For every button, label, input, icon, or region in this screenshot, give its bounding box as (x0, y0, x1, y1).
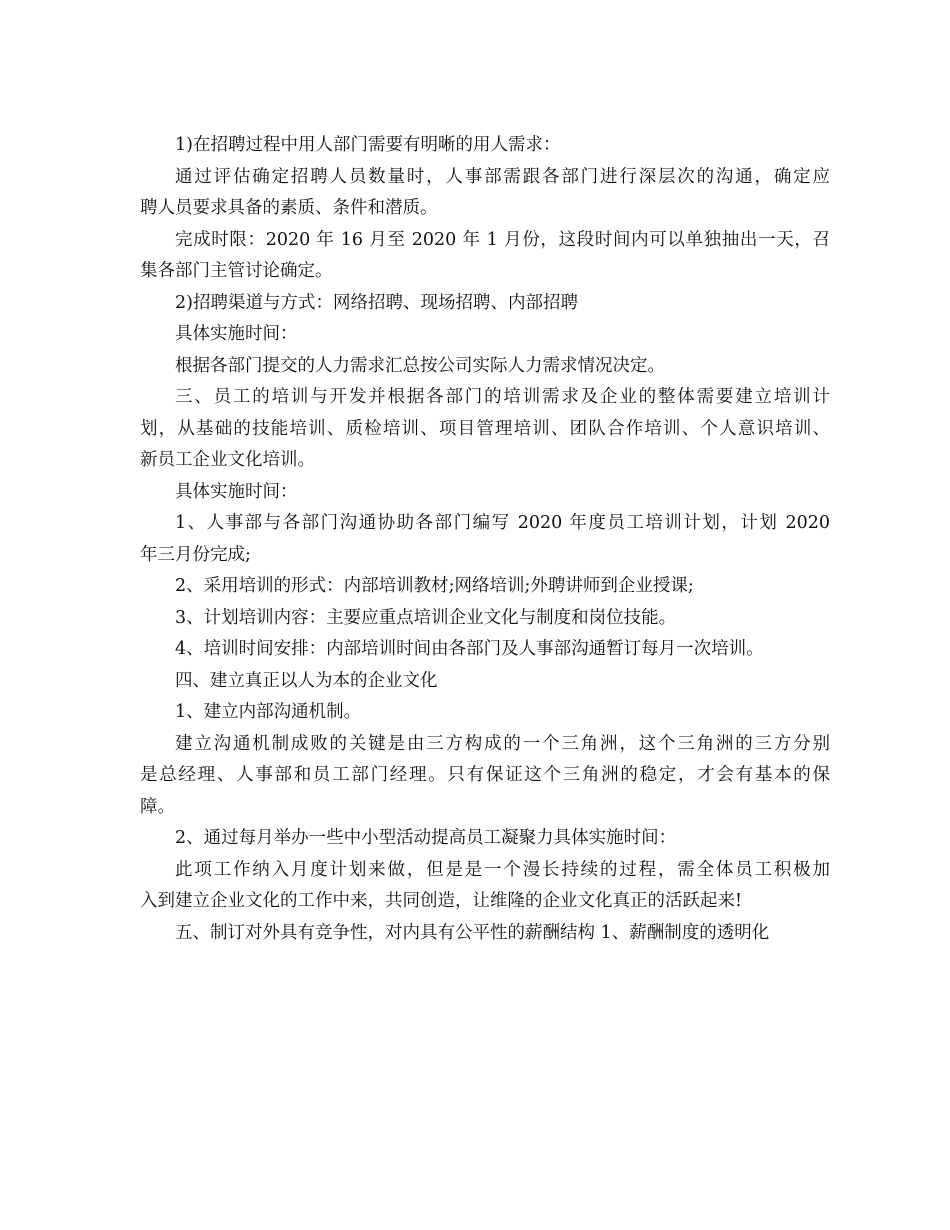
paragraph-line: 集各部门主管讨论确定。 (140, 261, 333, 281)
paragraph (140, 571, 830, 603)
paragraph (140, 697, 830, 729)
document-body (140, 130, 830, 949)
paragraph (140, 130, 830, 162)
paragraph (140, 477, 830, 509)
paragraph-line: 建立沟通机制成败的关键是由三方构成的一个三角洲，这个三角洲的三方分别 (175, 733, 830, 754)
paragraph-line: 1)在招聘过程中用人部门需要有明晰的用人需求： (175, 135, 561, 155)
paragraph-line: 2、采用培训的形式：内部培训教材;网络培训;外聘讲师到企业授课; (175, 576, 694, 596)
paragraph (140, 225, 830, 288)
paragraph-line: 划，从基础的技能培训、质检培训、项目管理培训、团队合作培训、个人意识培训、 (140, 418, 830, 439)
paragraph-line: 2)招聘渠道与方式：网络招聘、现场招聘、内部招聘 (175, 292, 578, 313)
paragraph-line: 完成时限：2020 年 16 月至 2020 年 1 月份，这段时间内可以单独抽出一天，召 (175, 229, 830, 250)
paragraph-line: 具体实施时间： (175, 324, 298, 344)
paragraph-line: 1、建立内部沟通机制。 (175, 702, 362, 722)
paragraph (140, 382, 830, 477)
paragraph-line: 三、员工的培训与开发并根据各部门的培训需求及企业的整体需要建立培训计 (175, 387, 830, 407)
paragraph-line: 是总经理、人事部和员工部门经理。只有保证这个三角洲的稳定，才会有基本的保 (140, 765, 830, 785)
paragraph (140, 823, 830, 855)
paragraph-line: 具体实施时间： (175, 481, 298, 502)
paragraph-line: 聘人员要求具备的素质、条件和潜质。 (140, 198, 438, 218)
paragraph (140, 666, 830, 698)
paragraph-line: 1、人事部与各部门沟通协助各部门编写 2020 年度员工培训计划，计划 2020 (175, 513, 830, 533)
paragraph-line: 4、培训时间安排：内部培训时间由各部门及人事部沟通暂订每月一次培训。 (175, 639, 764, 659)
paragraph-line: 四、建立真正以人为本的企业文化 (175, 670, 438, 691)
paragraph (140, 918, 830, 950)
paragraph (140, 603, 830, 635)
paragraph-line: 3、计划培训内容：主要应重点培训企业文化与制度和岗位技能。 (175, 607, 677, 628)
paragraph (140, 162, 830, 225)
paragraph-line: 入到建立企业文化的工作中来，共同创造，让维隆的企业文化真正的活跃起来! (140, 891, 743, 911)
paragraph (140, 351, 830, 383)
paragraph-line: 此项工作纳入月度计划来做，但是是一个漫长持续的过程，需全体员工积极加 (175, 859, 830, 880)
paragraph (140, 729, 830, 824)
paragraph-line: 年三月份完成; (140, 544, 251, 565)
paragraph (140, 855, 830, 918)
paragraph-line: 五、制订对外具有竞争性，对内具有公平性的薪酬结构 1、薪酬制度的透明化 (175, 922, 770, 943)
paragraph (140, 634, 830, 666)
paragraph-line: 2、通过每月举办一些中小型活动提高员工凝聚力具体实施时间： (175, 828, 677, 848)
paragraph-line: 新员工企业文化培训。 (140, 450, 315, 470)
paragraph-line: 根据各部门提交的人力需求汇总按公司实际人力需求情况决定。 (175, 355, 665, 376)
paragraph-line: 通过评估确定招聘人员数量时，人事部需跟各部门进行深层次的沟通，确定应 (175, 166, 830, 187)
paragraph (140, 288, 830, 320)
paragraph (140, 508, 830, 571)
paragraph-line: 障。 (140, 796, 175, 817)
paragraph (140, 319, 830, 351)
